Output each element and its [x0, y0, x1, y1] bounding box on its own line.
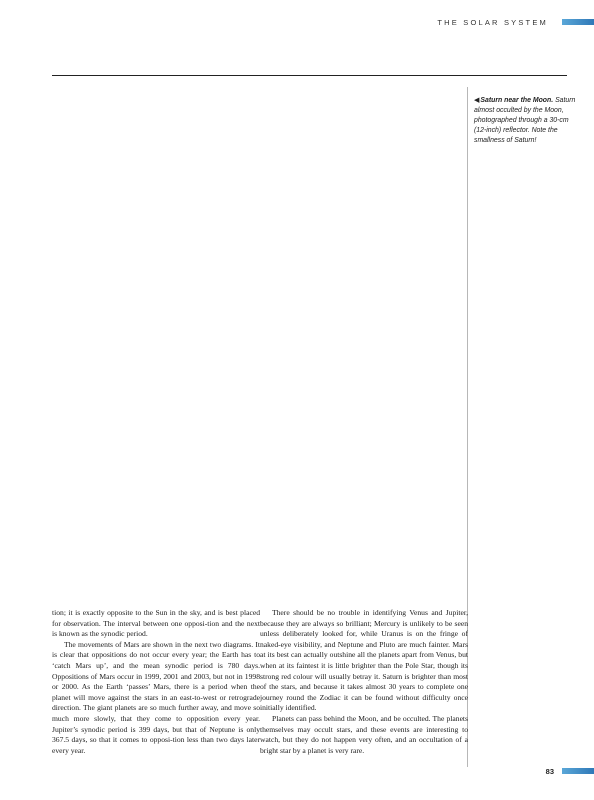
header-accent-bar — [562, 19, 594, 25]
figure-caption — [474, 96, 578, 146]
caption-text: Saturn almost occulted by the Moon, photographed through a 30-cm (12-inch) reflector. Note the smallness of Saturn! — [474, 97, 576, 144]
right-column — [260, 608, 468, 756]
top-rule — [52, 75, 567, 76]
paragraph: tion; it is exactly opposite to the Sun in the sky, and is best placed for observation. The interval between one opposi-tion and the next is known as the synodic period. — [52, 608, 260, 639]
left-column — [52, 608, 260, 756]
footer-accent-bar — [562, 768, 594, 774]
caption-arrow-icon: ◀ — [474, 97, 480, 104]
paragraph: There should be no trouble in identifying Venus and Jupiter, because they are always so brilliant; Mercury is unlikely to be seen unless deliberately looked for, while Uranus is on the fringe of naked-eye visibility, and Neptune and Pluto are much fainter. Mars at its best can actually outshine all the planets apart from Venus, but when at its faintest it is little brighter than the Pole Star, though its strong red colour will usually betray it. Saturn is brighter than most of the stars, and because it takes almost 30 years to complete one journey round the Zodiac it can be found without difficulty once initially identified. — [260, 608, 468, 713]
caption-title: Saturn near the Moon. — [480, 97, 554, 104]
paragraph: The movements of Mars are shown in the next two diagrams. It is clear that oppositions do not occur every year; the Earth has to ‘catch Mars up’, and the mean synodic period is 780 days. Oppositions of Mars occur in 1999, 2001 and 2003, but not in 1998 or 2000. As the Earth ‘passes’ Mars, there is a period when the planet will move against the stars in an east-to-west or retrograde direction. The giant planets are so much further away, and move so much more slowly, that they come to opposition every year. Jupiter’s synodic period is 399 days, but that of Neptune is only 367.5 days, so that it comes to opposi-tion less than two days later every year. — [52, 639, 260, 755]
running-header: THE SOLAR SYSTEM — [437, 18, 548, 27]
paragraph: Planets can pass behind the Moon, and be occulted. The planets themselves may occult stars, and these events are interesting to watch, but they do not happen very often, and an occultation of a bright star by a planet is very rare. — [260, 713, 468, 755]
page-number: 83 — [545, 767, 554, 776]
